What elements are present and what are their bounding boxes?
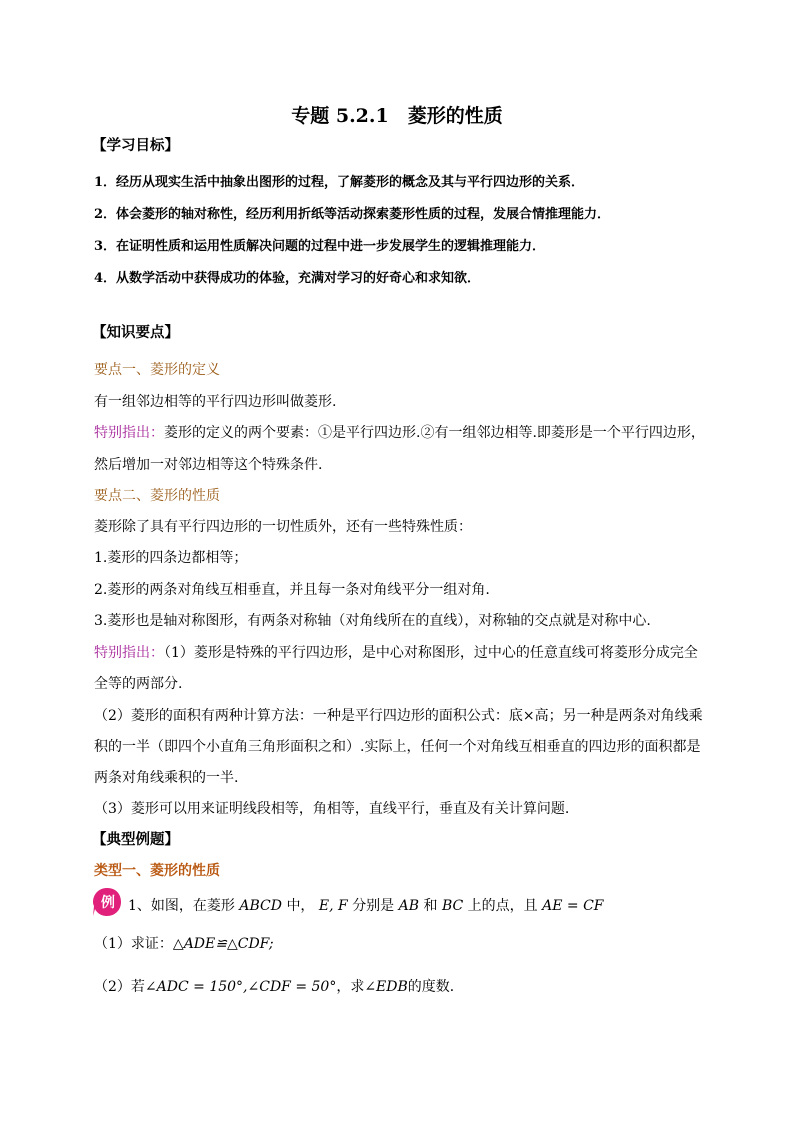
examples-heading: 【典型例题】 [92,831,179,848]
goal-item: 1．经历从现实生活中抽象出图形的过程，了解菱形的概念及其与平行四边形的关系． [94,175,585,190]
note2-label: 特别指出： [94,645,164,661]
math-equation: AE = CF [542,898,604,914]
question-text: 的度数． [407,979,464,995]
question-2 [94,977,464,997]
point1-text: 有一组邻边相等的平行四边形叫做菱形. [94,394,337,410]
example1-statement [128,896,604,916]
goal-item: 3．在证明性质和运用性质解决问题的过程中进一步发展学生的逻辑推理能力． [94,239,546,254]
example1-text: 上的点，且 [467,898,538,914]
example1-text: 分别是 [352,898,395,914]
math-segment-ab: AB [398,898,420,914]
example-badge-icon [92,887,122,917]
point2-intro: 菱形除了具有平行四边形的一切性质外，还有一些特殊性质： [94,519,472,535]
note2-line [94,643,698,663]
note1-line [94,423,705,443]
note2-paragraph3: （3）菱形可以用来证明线段相等，角相等，直线平行，垂直及有关计算问题. [94,801,570,817]
question-text: （2）若 [94,979,145,995]
goal-item: 4．从数学活动中获得成功的体验，充满对学习的好奇心和求知欲． [94,271,481,286]
example-badge-text: 例 [101,894,115,910]
question-text: （1）求证： [94,936,173,952]
note2-paragraph2: （2）菱形的面积有两种计算方法：一种是平行四边形的面积公式：底×高；另一种是两条对角线乘 [94,708,703,724]
note2-paragraph2-end: 两条对角线乘积的一半. [94,770,239,786]
goal-item: 2．体会菱形的轴对称性，经历利用折纸等活动探索菱形性质的过程，发展合情推理能力． [94,207,611,222]
knowledge-heading: 【知识要点】 [92,324,179,341]
note1-label: 特别指出： [94,425,164,441]
example1-text: 中， [286,898,315,914]
point2-item: 1.菱形的四条边都相等； [94,550,248,566]
type1-heading: 类型一、菱形的性质 [94,863,220,879]
note1-text: 菱形的定义的两个要素：①是平行四边形.②有一组邻边相等.即菱形是一个平行四边形， [164,425,705,441]
example1-text: 1、如图，在菱形 [128,898,235,914]
goals-heading: 【学习目标】 [92,137,179,154]
math-congruence: △ADE≌△CDF; [172,936,274,952]
page-title: 专题 5.2.1 菱形的性质 [291,105,503,127]
point2-heading: 要点二、菱形的性质 [94,488,220,504]
math-rhombus: ABCD [239,898,282,914]
math-angles: ∠ADC = 150°,∠CDF = 50° [144,979,337,995]
note2-text: （1）菱形是特殊的平行四边形，是中心对称图形，过中心的任意直线可将菱形分成完全 [164,645,698,661]
question-1 [94,934,274,954]
note2-paragraph2-cont: 积的一半（即四个小直角三角形面积之和）.实际上，任何一个对角线互相垂直的四边形的面积都是 [94,739,701,755]
point2-item: 3.菱形也是轴对称图形，有两条对称轴（对角线所在的直线），对称轴的交点就是对称中心. [94,613,651,629]
question-text: ，求 [336,979,365,995]
note1-text-continued: 然后增加一对邻边相等这个特殊条件. [94,457,323,473]
point2-item: 2.菱形的两条对角线互相垂直，并且每一条对角线平分一组对角. [94,582,490,598]
point1-heading: 要点一、菱形的定义 [94,362,220,378]
note2-text-continued: 全等的两部分. [94,676,183,692]
math-angle-edb: ∠EDB [364,979,408,995]
math-segment-bc: BC [441,898,464,914]
math-points: E, F [318,898,348,914]
example1-text: 和 [423,898,438,914]
